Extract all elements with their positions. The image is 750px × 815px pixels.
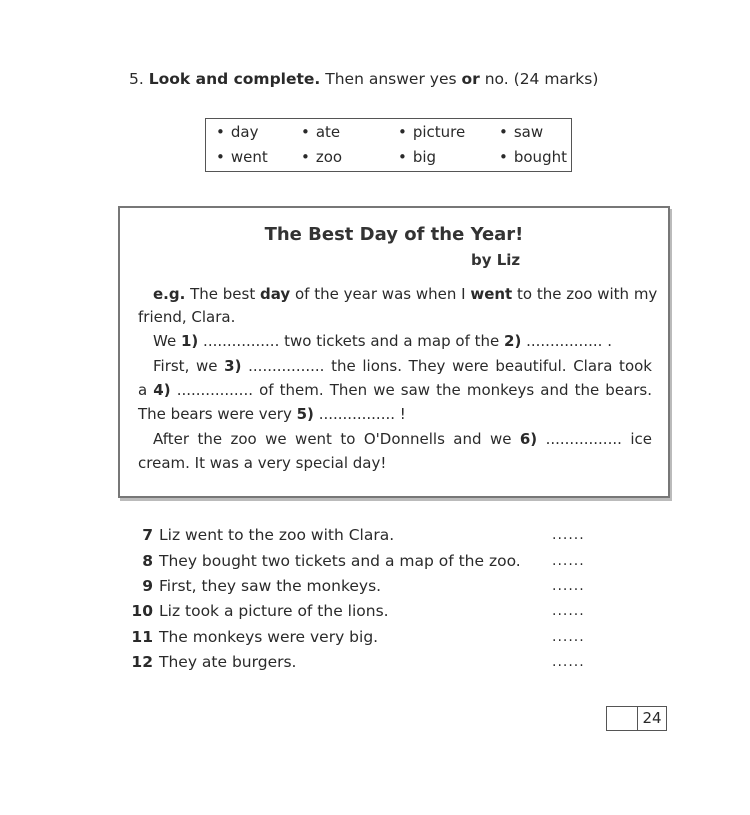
answer-blank[interactable]: ...... (552, 603, 585, 619)
answer-blank[interactable]: ...... (552, 629, 585, 645)
exercise-number: 5. (129, 70, 144, 88)
story-passage (118, 206, 670, 498)
blank-1[interactable]: ................ (203, 332, 280, 350)
blank-4[interactable]: ................ (176, 381, 253, 399)
question-item: 10 Liz took a picture of the lions. (131, 602, 389, 620)
blank-5[interactable]: ................ (318, 405, 395, 423)
question-item: 7 Liz went to the zoo with Clara. (142, 526, 395, 544)
passage-line: e.g. The best day of the year was when I went to the zoo with my (153, 285, 658, 303)
word-item: • zoo (301, 148, 343, 166)
story-title: The Best Day of the Year! (264, 224, 524, 245)
instruction-text: Then answer (325, 70, 425, 88)
word-item: • bought (499, 148, 567, 166)
blank-6[interactable]: ................ (545, 430, 622, 448)
exercise-heading (129, 70, 598, 88)
passage-line: cream. It was a very special day! (138, 454, 387, 472)
word-yes: yes (429, 70, 457, 88)
passage-line: a 4) ................ of them. Then we saw the monkeys and the bears. (138, 381, 652, 399)
word-item: • saw (499, 123, 544, 141)
word-box (205, 118, 572, 172)
answer-blank[interactable]: ...... (552, 654, 585, 670)
score-total: 24 (642, 709, 662, 727)
passage-line: We 1) ................ two tickets and a map of the 2) ................ . (153, 332, 612, 350)
score-box (606, 706, 667, 731)
word-or: or (461, 70, 480, 88)
word-no: no. (484, 70, 509, 88)
word-item: • big (398, 148, 437, 166)
passage-line: The bears were very 5) ................ ! (138, 405, 406, 423)
marks-label: (24 marks) (513, 70, 599, 88)
instruction-bold: Look and complete. (148, 70, 321, 88)
answer-blank[interactable]: ...... (552, 553, 585, 569)
score-input[interactable] (607, 707, 638, 730)
passage-line: After the zoo we went to O'Donnells and we 6) ................ ice (153, 430, 652, 448)
word-item: • went (216, 148, 268, 166)
passage-line: First, we 3) ................ the lions. They were beautiful. Clara took (153, 357, 652, 375)
passage-line: friend, Clara. (138, 308, 236, 326)
answer-blank[interactable]: ...... (552, 578, 585, 594)
story-author: by Liz (471, 251, 521, 269)
blank-3[interactable]: ................ (248, 357, 325, 375)
answer-blank[interactable]: ...... (552, 527, 585, 543)
question-item: 11 The monkeys were very big. (131, 628, 379, 646)
word-item: • day (216, 123, 259, 141)
word-item: • ate (301, 123, 341, 141)
question-item: 9 First, they saw the monkeys. (142, 577, 382, 595)
question-item: 8 They bought two tickets and a map of the zoo. (142, 552, 521, 570)
question-item: 12 They ate burgers. (131, 653, 297, 671)
word-item: • picture (398, 123, 466, 141)
blank-2[interactable]: ................ (526, 332, 603, 350)
